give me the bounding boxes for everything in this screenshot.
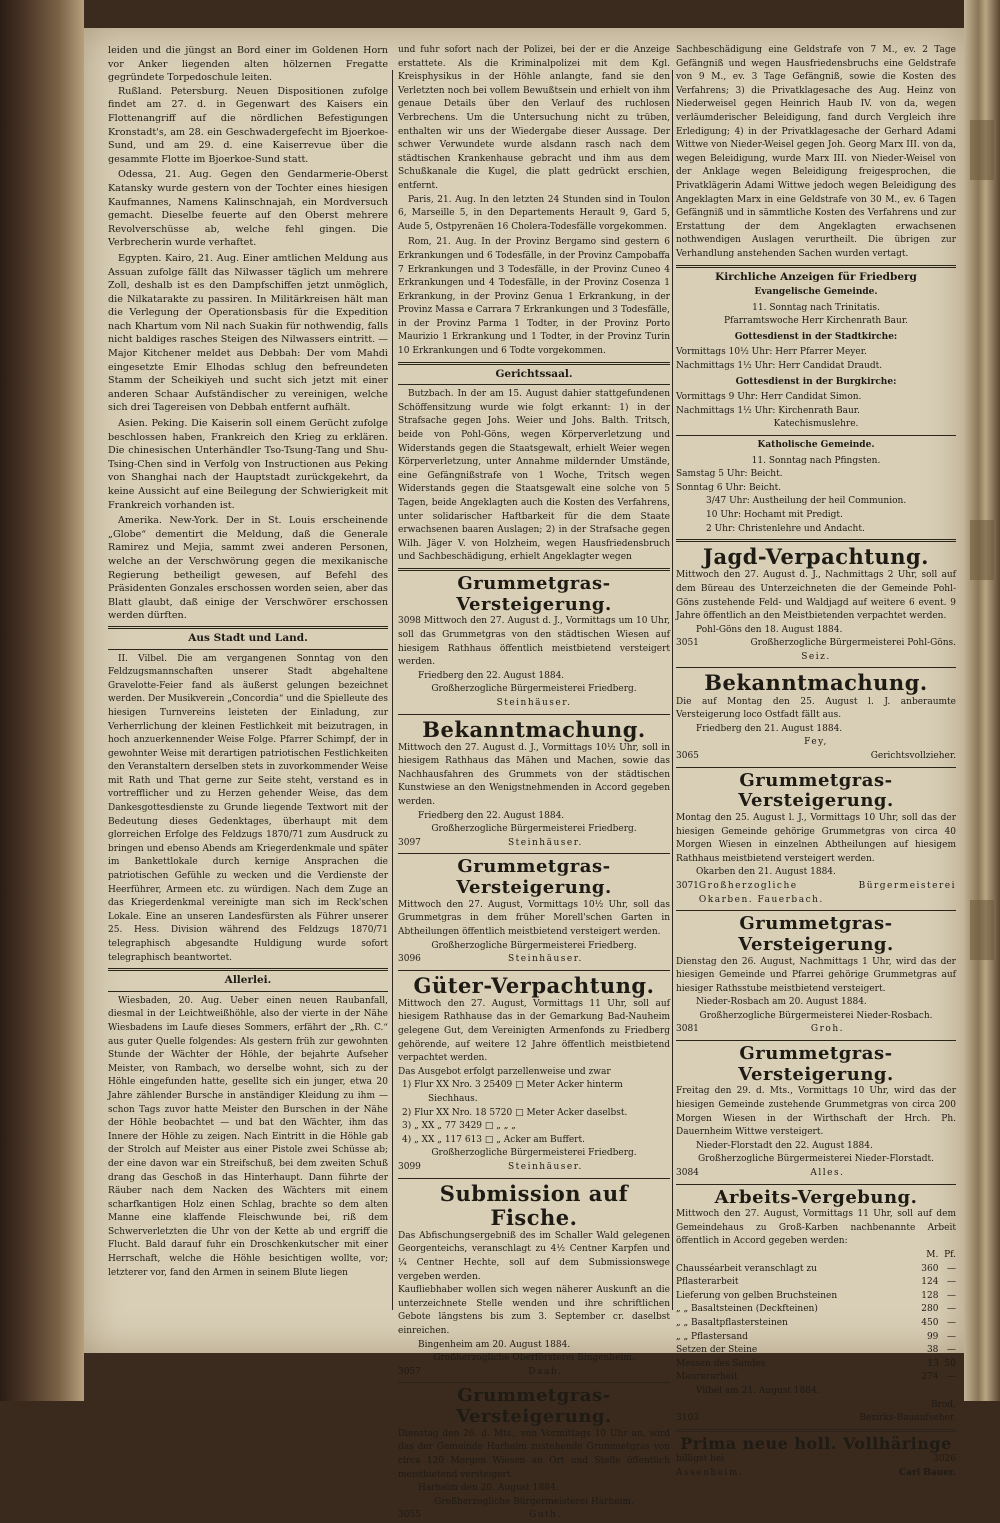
ad-jagd-verpachtung bbox=[676, 545, 956, 664]
paragraph: und fuhr sofort nach der Polizei, bei der er die Anzeige erstattete. Als die Kriminalpolizei mit dem Kgl. Kreisphysikus in der Höhle anlangte, fand sie den Verletzten noch bei vollem Bewußtsein und erhielt von ihm genaue Details über den Verlauf des ruchlosen Verbrechens. Um die Untersuchung nicht zu trüben, enthalten wir uns der Wiedergabe dieser Aussage. Der schwer Verwundete wurde alsdann rasch nach dem städtischen Krankenhause gebracht und ihm aus dem Schußkanale die Kugel, die platt gedrückt erschien, entfernt. bbox=[398, 45, 670, 191]
ad-grummetgras-3 bbox=[398, 1386, 670, 1523]
ad-gueter-verpachtung bbox=[398, 974, 670, 1175]
ad-number: 3055 bbox=[398, 1510, 421, 1521]
ad-text: Mittwoch den 27. August, Vormittags 11 Uhr, soll auf dem Gemeindehaus zu Groß-Karben nachbenannte Arbeit öffentlich in Accord gegeben werden: bbox=[676, 1209, 956, 1247]
work-list-header bbox=[676, 1249, 956, 1263]
ad-signature: Brod, bbox=[931, 1399, 956, 1410]
ad-arbeits-vergebung bbox=[676, 1188, 956, 1426]
ad-office: Großherzogliche Bürgermeisterei Friedberg. bbox=[431, 684, 637, 695]
ad-rule bbox=[676, 1184, 956, 1185]
section-rule bbox=[398, 384, 670, 385]
section-heading: Allerlei. bbox=[224, 974, 272, 987]
work-item-amount: 99 — bbox=[921, 1331, 956, 1342]
paragraph: Butzbach. In der am 15. August dahier stattgefundenen Schöffensitzung wurde wie folgt erkannt: 1) in der Strafsache gegen Johs. Weier und Johs. Balth. Tritsch, beide von Pohl-Göns, wegen Körperverletzung und Widerstands gegen die Staatsgewalt, erhielt Weier wegen Körperverletzung, unter Annahme mildernder Umstände, eine Gefängnißstrafe von 1 Woche, Tritsch wegen Widerstands gegen die Staatsgewalt eine solche von 5 Tagen, beide Angeklagten auch die Kosten des Verfahrens, unter solidarischer Haftbarkeit für die dem Staate erwachsenen baaren Auslagen; 2) in der Strafsache gegen Wilh. Jäger V. von Holzheim, wegen Hausfriedensbruch und Sachbeschädigung, erhielt Angeklagter wegen bbox=[398, 389, 670, 563]
ad-text: billigst bei bbox=[676, 1454, 725, 1465]
ad-number: 3026 bbox=[933, 1454, 956, 1465]
ad-text: Das Abfischungsergebniß des im Schaller Wald gelegenen Georgenteichs, veranschlagt zu 4½ Centner Karpfen und ¼ Centner Hechte, soll auf dem Submissionswege vergeben werden. bbox=[398, 1230, 670, 1282]
paragraph: Asien. Peking. Die Kaiserin soll einem Gerücht zufolge beschlossen haben, Frankreich den Krieg zu erklären. Die chinesischen Unterhändler Tso-Tsung-Tang und Shu-Tsing-Chen sind in Verfolg von Instructionen aus Peking von Shanghai nach der Hauptstadt zurückgekehrt, da keine Aussicht auf eine Beilegung der Schwierigkeit mit Frankreich vorhanden ist. bbox=[108, 418, 388, 511]
ad-text: Die auf Montag den 25. August l. J. anberaumte Versteigerung loco Ostfadt fällt aus. bbox=[676, 696, 956, 721]
ad-text: Dienstag den 26. August, Nachmittags 1 Uhr, wird das der hiesigen Gemeinde und Pfarrei gehörige Grummetgras auf hiesiger Rathsstube meistbietend versteigert. bbox=[676, 956, 956, 994]
ad-date: Okarben den 21. August 1884. bbox=[696, 867, 836, 878]
column-right bbox=[676, 44, 956, 1480]
ad-date: Pohl-Göns den 18. August 1884. bbox=[696, 624, 843, 635]
work-list bbox=[676, 1249, 956, 1385]
paragraph: Egypten. Kairo, 21. Aug. Einer amtlichen Meldung aus Assuan zufolge fällt das Nilwasser täglich um mehrere Zoll, deshalb ist es den Dampfschiffen jetzt unmöglich, die Nilkatarakte zu passiren. In Militärkreisen hält man die Verlegung der Operationsbasis für die Expedition nach Khartum vom Nil nach Suakin für nothwendig, falls nicht baldiges rasches Steigen des Nilwassers eintritt. — Major Kitchener meldet aus Debbah: Der vom Mahdi eingesetzte Emir Elhodas schlug den befreundeten Stamm der Scheikiyeh und sucht sich jetzt mit einer anderen Schaar Aufständischer zu vereinigen, welche sich drei Tagereisen von Debbah entfernt aufhält. bbox=[108, 252, 388, 414]
ad-office: Großherzogliche Bürgermeisterei Nieder-Florstadt. bbox=[697, 1154, 934, 1165]
ad-item: 2) Flur XX Nro. 18 5720 □ Meter Acker daselbst. bbox=[402, 1107, 628, 1118]
ad-rule bbox=[676, 667, 956, 668]
section-rule bbox=[108, 991, 388, 992]
ad-title: Bekanntmachung. bbox=[422, 716, 646, 742]
ad-bekanntmachung-1 bbox=[398, 718, 670, 851]
ad-rule bbox=[398, 1178, 670, 1179]
work-item-amount: 128 — bbox=[918, 1290, 956, 1301]
work-list-item bbox=[676, 1344, 956, 1358]
ad-text: 3098 Mittwoch den 27. August d. J., Vormittags um 10 Uhr, soll das Grummetgras von den städtischen Wiesen auf hiesigem Rathhaus öffentlich meistbietend versteigert werden. bbox=[398, 616, 670, 668]
section-rule bbox=[108, 649, 388, 650]
church-line: Vormittags 9 Uhr: Herr Candidat Simon. bbox=[676, 392, 862, 403]
paragraph: Wiesbaden, 20. Aug. Ueber einen neuen Raubanfall, diesmal in der Leichtweißhöhle, also der vierte in der Nähe Wiesbadens im Laufe dieses Sommers, erfährt der „Rh. C.“ aus guter Quelle folgendes: Als gestern früh zur gewohnten Stunde der Wächter der Höhle, der bejahrte Aufseher Meister, von Rambach, wo derselbe wohnt, sich zu der Höhle eingefunden hatte, gesellte sich ein junger, etwa 20 Jahre zählender Bursche in anständiger Kleidung zu ihm — schon Tags zuvor hatte Meister den Burschen in der Nähe der Höhle beobachtet — und bat den Wächter, ihm das Innere der Höhle zu zeigen. Nach Eintritt in die Höhle gab der Strolch auf Meister aus einer Pistole zwei Schüsse ab; der eine davon war ein Streifschuß, bei dem zweiten Schuß drang das Geschoß in das Hinterhaupt. Dann führte der Räuber nach dem Nacken des Wächters mit einem scharfkantigen Holz einen Schlag, brachte so dem alten Manne eine klaffende Fleischwunde bei, riß dem Schwerverletzten die Uhr von der Kette ab und ergriff die Flucht. Bald darauf fuhr ein Droschkenkutscher mit einer Herrschaft, welche die Höhle besichtigen wollte, vor; letzterer vor, fand den Armen in seinem Blute liegen bbox=[108, 995, 388, 1278]
section-subheading: Gottesdienst in der Stadtkirche: bbox=[734, 331, 898, 342]
paragraph: Rom, 21. Aug. In der Provinz Bergamo sind gestern 6 Erkrankungen und 6 Todesfälle, in der Provinz Campobaffa 7 Erkrankungen und 3 Todesfälle, in der Provinz Cuneo 4 Erkrankungen und 4 Todesfälle, in der Provinz Cosenza 1 Erkrankung, in der Provinz Genua 1 Erkrankung, in der Provinz Massa e Carrara 7 Erkrankungen und 3 Todesfälle, in der Provinz Parma 1 Todter, in der Provinz Porto Maurizio 1 Erkrankung und 1 Todter, in der Provinz Turin 10 Erkrankungen und 6 Todte vorgekommen. bbox=[398, 237, 670, 357]
ad-item: Siechhaus. bbox=[428, 1094, 478, 1105]
ad-text: Mittwoch den 27. August d. J., Vormittags 10½ Uhr, soll in hiesigem Rathhaus das Mähen und Machen, sowie das Nachhausfahren des Grummets von der städtischen Kunstwiese an den Wenigstnehmenden in Accord gegeben werden. bbox=[398, 742, 670, 808]
section-rule bbox=[398, 362, 670, 365]
work-item-label: Pflasterarbeit bbox=[676, 1277, 739, 1288]
work-item-amount: 13 50 bbox=[921, 1358, 956, 1369]
ad-date: Vilbel am 21. August 1884. bbox=[696, 1386, 820, 1396]
church-line: Pfarramtswoche Herr Kirchenrath Baur. bbox=[723, 316, 909, 327]
column-divider bbox=[672, 70, 673, 1310]
church-line: Sonntag 6 Uhr: Beicht. bbox=[676, 482, 782, 493]
ad-text: Assenheim. bbox=[676, 1467, 744, 1478]
ad-rule bbox=[676, 1040, 956, 1041]
section-subheading: Evangelische Gemeinde. bbox=[754, 287, 878, 298]
book-edge-right bbox=[964, 0, 1000, 1401]
ad-number: 3084 bbox=[676, 1168, 699, 1178]
ad-title: Submission auf Fische. bbox=[439, 1180, 629, 1230]
ad-item: 4) „ XX „ 117 613 □ „ Acker am Buffert. bbox=[402, 1134, 585, 1145]
ad-date: Friedberg den 22. August 1884. bbox=[418, 670, 565, 681]
ad-text: Mittwoch den 27. August d. J., Nachmittags 2 Uhr, soll auf dem Büreau des Unterzeichneten die der Gemeinde Pohl-Göns zustehende Feld- und Waldjagd auf weitere 6 event. 9 Jahre öffentlich an den Meistbietenden verpachtet werden. bbox=[676, 570, 956, 622]
church-line: Samstag 5 Uhr: Beicht. bbox=[676, 469, 783, 480]
ad-rule bbox=[676, 910, 956, 911]
ad-office: Großherzogliche Bürgermeisterei Friedberg. bbox=[431, 1148, 637, 1159]
ad-office: Großherzogliche Bürgermeisterei Friedberg. bbox=[431, 824, 637, 835]
ad-number: 3081 bbox=[676, 1024, 699, 1035]
book-binding-left bbox=[0, 0, 84, 1401]
section-heading: Gerichtssaal. bbox=[495, 367, 573, 380]
ad-grummetgras-5 bbox=[676, 914, 956, 1037]
ad-date: Nieder-Rosbach am 20. August 1884. bbox=[696, 997, 867, 1008]
section-subheading: Gottesdienst in der Burgkirche: bbox=[735, 376, 897, 387]
work-item-amount: 280 — bbox=[918, 1304, 956, 1315]
work-item-label: Chausséarbeit veranschlagt zu bbox=[676, 1263, 817, 1274]
paragraph: II. Vilbel. Die am vergangenen Sonntag von den Feldzugsmannschaften unserer Stadt abgehaltene Gravelotte-Feier fand als äußerst gelungen bezeichnet werden. Der Musikverein „Concordia“ und die Spielleute des hiesigen Turnvereins leisteten der Einladung, zur Verherrlichung der kleinen Festlichkeit mit beizutragen, in hoch anzuerkennender Weise Folge. Pfarrer Schimpf, der in gewohnter Weise mit derartigen patriotischen Festlichkeiten den Veranstaltern derselben stets in zuvorkommender Weise mit Rath und That gerne zur Seite steht, verstand es in vortrefflicher und zu Herzen gehender Weise, das dem Dankesgottesdienste zu Grunde liegende Textwort mit der Bedeutung dieses Gedenktages, überhaupt mit dem glorreichen Erfolge des Feldzugs 1870/71 zum Ausdruck zu bringen und ebenso Abends am Kriegerdenkmale und später im Bankettlokale durch kernige Ansprachen die patriotischen Gefühle zu wecken und die Verdienste der Heerführer, Armeen etc. zu würdigen. Nach dem Zuge an das Kriegerdenkmal vereinigte man sich im Reck'schen Lokale. Eine an unseren Landesfürsten als Führer unserer 25. Hess. Division während des Feldzugs 1870/71 telegraphisch abgesandte Huldigung wurde sofort telegraphisch beantwortet. bbox=[108, 653, 388, 963]
work-item-amount: 450 — bbox=[918, 1318, 956, 1329]
ad-title: Grummetgras-Versteigerung. bbox=[456, 856, 612, 899]
paragraph: Paris, 21. Aug. In den letzten 24 Stunden sind in Toulon 6, Marseille 5, in den Departements Herault 9, Gard 5, Aude 5, Ostpyrenäen 16 Cholera-Todesfälle vorgekommen. bbox=[398, 194, 670, 232]
work-list-item bbox=[676, 1331, 956, 1345]
ad-grummetgras-4 bbox=[676, 771, 956, 908]
work-item-amount: 38 — bbox=[921, 1345, 956, 1356]
ad-title: Jagd-Verpachtung. bbox=[703, 544, 929, 570]
ad-signature: Steinhäuser. bbox=[508, 1162, 583, 1172]
church-line: Katechismuslehre. bbox=[773, 419, 859, 430]
ad-text: Mittwoch den 27. August, Vormittags 10½ Uhr, soll das Grummetgras in dem früher Morell'schen Garten in Abtheilungen öffentlich meistbietend versteigert werden. bbox=[398, 899, 670, 937]
ad-grummetgras-1 bbox=[398, 574, 670, 711]
column-left bbox=[108, 44, 388, 1282]
ad-signature: Fey, bbox=[804, 737, 828, 748]
ad-signature: Alles. bbox=[810, 1168, 845, 1178]
work-list-item bbox=[676, 1371, 956, 1385]
work-item-label: „ „ Pflastersand bbox=[676, 1331, 748, 1342]
ad-item: 3) „ XX „ 77 3429 □ „ „ „ bbox=[402, 1121, 516, 1132]
ad-number: 3099 bbox=[398, 1162, 421, 1172]
ad-date: Bingenheim am 20. August 1884. bbox=[418, 1339, 571, 1350]
church-line: 3/47 Uhr: Austheilung der heil Communion. bbox=[706, 496, 907, 507]
ad-title: Grummetgras-Versteigerung. bbox=[456, 572, 612, 615]
work-list-item bbox=[676, 1263, 956, 1277]
ad-number: 3065 bbox=[676, 751, 699, 761]
ad-title: Bekanntmachung. bbox=[704, 670, 928, 696]
church-line: Vormittags 10½ Uhr: Herr Pfarrer Meyer. bbox=[676, 347, 867, 358]
work-item-label: „ „ Basaltsteinen (Deckfteinen) bbox=[676, 1304, 818, 1315]
section-rule bbox=[676, 265, 956, 268]
paragraph: leiden und die jüngst an Bord einer im Goldenen Horn vor Anker liegenden alten hölzernen Fregatte gegründete Torpedoschule leiten. bbox=[108, 45, 388, 84]
work-item-label: „ „ Basaltpflastersteinen bbox=[676, 1318, 788, 1329]
ad-title: Güter-Verpachtung. bbox=[413, 972, 655, 998]
ad-number: 3051 bbox=[676, 638, 699, 649]
ad-number: 3057 bbox=[398, 1366, 421, 1377]
ad-submission-fische bbox=[398, 1182, 670, 1380]
ad-rule bbox=[676, 539, 956, 542]
ad-text: Montag den 25. August l. J., Vormittags 10 Uhr, soll das der hiesigen Gemeinde gehörige Grummetgras von circa 40 Morgen Wiesen in einzelnen Abtheilungen auf hiesigem Rathhaus meistbietend versteigert werden. bbox=[676, 812, 956, 864]
paragraph: Rußland. Petersburg. Neuen Dispositionen zufolge findet am 27. d. in Gegenwart des Kaisers ein Flottenangriff auf die nördlichen Befestigungen Kronstadt's, am 28. ein Geschwadergefecht im Bjoerkoe-Sund, und am 29. d. eine Kaiserrevue über die gesammte Flotte im Bjoerkoe-Sund statt. bbox=[108, 85, 388, 165]
section-subheading: Katholische Gemeinde. bbox=[757, 440, 875, 451]
work-list-item bbox=[676, 1303, 956, 1317]
work-item-amount: 124 — bbox=[918, 1277, 956, 1288]
work-list-item bbox=[676, 1276, 956, 1290]
section-heading: Aus Stadt und Land. bbox=[188, 631, 308, 644]
ad-signature: Guth. bbox=[529, 1510, 562, 1521]
ad-office: Großherzogliche Oberförsterei Bingenheim. bbox=[433, 1353, 635, 1364]
ad-grummetgras-6 bbox=[676, 1044, 956, 1181]
ad-text: Freitag den 29. d. Mts., Vormittags 10 Uhr, wird das der hiesigen Gemeinde zustehende Grummetgras von circa 200 Morgen Wiesen in der Wirthschaft der Hrch. Ph. Dauernheim Wittwe versteigert. bbox=[676, 1086, 956, 1138]
ad-number: 3071 bbox=[676, 880, 699, 891]
ad-office: Großherzogliche Bürgermeisterei Friedberg. bbox=[431, 940, 637, 951]
ad-number: 3097 bbox=[398, 837, 421, 848]
ad-rule bbox=[676, 1429, 956, 1432]
work-item-label: Maurerarbeit bbox=[676, 1372, 738, 1383]
work-item-label: Lieferung von gelben Bruchsteinen bbox=[676, 1290, 838, 1301]
ad-text: Kaufliebhaber wollen sich wegen näherer Auskunft an die unterzeichnete Stelle wenden und ihre schriftlichen Gebote längstens bis zum 3. September cr. daselbst einreichen. bbox=[398, 1285, 670, 1337]
ad-office: Großherzogliche Bürgermeisterei Harheim. bbox=[434, 1496, 634, 1507]
ad-signature: Steinhäuser. bbox=[508, 837, 583, 848]
ad-bekanntmachung-2 bbox=[676, 671, 956, 763]
work-item-label: Setzen der Steine bbox=[676, 1345, 758, 1356]
work-item-label: Messen des Sandes bbox=[676, 1358, 766, 1369]
ad-rule bbox=[398, 853, 670, 854]
church-line: 10 Uhr: Hochamt mit Predigt. bbox=[706, 510, 843, 520]
ad-title: Grummetgras-Versteigerung. bbox=[738, 769, 894, 812]
section-rule bbox=[108, 968, 388, 971]
ad-signature: Carl Bauer. bbox=[898, 1467, 956, 1478]
ad-rule bbox=[398, 568, 670, 571]
ad-date: Friedberg den 21. August 1884. bbox=[696, 723, 843, 734]
ad-number: 3103 bbox=[676, 1413, 699, 1424]
work-item-amount: 360 — bbox=[918, 1263, 956, 1274]
ad-text: Das Ausgebot erfolgt parzellenweise und zwar bbox=[398, 1066, 611, 1077]
ad-date: Nieder-Florstadt den 22. August 1884. bbox=[696, 1140, 873, 1151]
work-list-item bbox=[676, 1317, 956, 1331]
ad-title: Prima neue holl. Vollhäringe bbox=[680, 1433, 952, 1453]
ad-date: Friedberg den 22. August 1884. bbox=[418, 810, 565, 821]
ad-signature: Steinhäuser. bbox=[496, 697, 572, 708]
ad-rule bbox=[398, 714, 670, 715]
ad-signature: Großherzogliche Bürgermeisterei Okarben. Fauerbach. bbox=[698, 880, 956, 905]
ad-number: 3096 bbox=[398, 954, 421, 965]
church-line: Nachmittags 1½ Uhr: Kirchenrath Baur. bbox=[676, 405, 860, 416]
work-list-item bbox=[676, 1290, 956, 1304]
paragraph: Odessa, 21. Aug. Gegen den Gendarmerie-Oberst Katansky wurde gestern von der Tochter eines hiesigen Kaufmannes, Namens Kalinschnajah, ein Mordversuch gemacht. Dieselbe feuerte auf den Oberst mehrere Revolverschüsse ab, welche fehl gingen. Die Verbrecherin wurde verhaftet. bbox=[108, 169, 388, 249]
ad-signature: Groh. bbox=[810, 1024, 844, 1035]
column-middle bbox=[398, 44, 670, 1523]
section-heading: Kirchliche Anzeigen für Friedberg bbox=[715, 270, 917, 283]
ad-signature: Daab. bbox=[528, 1366, 563, 1377]
ad-text: Mittwoch den 27. August, Vormittags 11 Uhr, soll auf hiesigem Rathhause das in der Gemarkung Bad-Nauheim gelegene Gut, dem Vereinigten Armenfonds zu Friedberg gehörende, auf weitere 12 Jahre öffentlich meistbietend verpachtet werden. bbox=[398, 998, 670, 1064]
ad-signature: Steinhäuser. bbox=[508, 954, 583, 965]
work-list-item bbox=[676, 1358, 956, 1372]
ad-vollhaeringe bbox=[676, 1435, 956, 1481]
ad-title: Grummetgras-Versteigerung. bbox=[456, 1385, 612, 1428]
church-line: 11. Sonntag nach Pfingsten. bbox=[751, 455, 881, 466]
paragraph: Amerika. New-York. Der in St. Louis erscheinende „Globe“ dementirt die Meldung, daß die Generale Ramirez und Mejia, sammt zwei anderen Personen, welche an der Verschwörung gegen die mexikanische Regierung betheiligt gewesen, auf Befehl des Präsidenten Gonzales erschossen worden seien, aber das Blatt glaubt, daß einige der Verschwörer erschossen werden dürften. bbox=[108, 515, 388, 622]
ad-office: Großherzogliche Bürgermeisterei Nieder-Rosbach. bbox=[699, 1010, 933, 1021]
paragraph: Sachbeschädigung eine Geldstrafe von 7 M., ev. 2 Tage Gefängniß und wegen Hausfriedensbruchs eine Geldstrafe von 9 M., ev. 3 Tage Gefängniß, sowie die Kosten des Verfahrens; 3) die Privatklagesache des Aug. Heinz von Niederweisel gegen Heinrich Haub IV. von da, wegen verläumderischer Beleidigung, fand durch Vergleich ihre Erledigung; 4) in der Privatklagesache der Gerhard Adami Wittwe von Nieder-Weisel gegen Joh. Georg Marx III. von da, wegen Beleidigung, wurde Marx III. von Nieder-Weisel von der Anklage wegen Beleidigung freigesprochen, die Privatklägerin Adami Wittwe jedoch wegen Beleidigung des Angeklagten Marx in eine Geldstrafe von 30 M., ev. 6 Tagen Gefängniß und in sämmtliche Kosten des Verfahrens und zur Erstattung der dem Angeklagten erwachsenen nothwendigen Auslagen verurtheilt. Die übrigen zur Verhandlung anstehenden Sachen wurden vertagt. bbox=[676, 45, 956, 259]
section-rule bbox=[676, 435, 956, 436]
ad-office: Bezirks-Bauaufseher. bbox=[859, 1413, 956, 1424]
church-line: 11. Sonntag nach Trinitatis. bbox=[752, 302, 880, 313]
ad-title: Grummetgras-Versteigerung. bbox=[738, 913, 894, 955]
ad-grummetgras-2 bbox=[398, 857, 670, 966]
ad-rule bbox=[398, 970, 670, 971]
section-rule bbox=[108, 626, 388, 629]
ad-item: 1) Flur XX Nro. 3 25409 □ Meter Acker hinterm bbox=[402, 1080, 623, 1091]
church-line: Nachmittags 1½ Uhr: Herr Candidat Draudt. bbox=[676, 361, 883, 372]
work-item-amount: M. Pf. bbox=[920, 1250, 956, 1261]
ad-text: Dienstag den 26. d. Mts., von Vormittags 10 Uhr an, wird das der Gemeinde Harheim zustehende Grummetgras von circa 120 Morgen Wiesen an Ort und Stelle öffentlich meistbietend versteigert. bbox=[398, 1428, 670, 1480]
ad-date: Harheim den 20. August 1884. bbox=[418, 1483, 559, 1494]
ad-title: Arbeits-Vergebung. bbox=[714, 1186, 918, 1208]
ad-office: Gerichtsvollzieher. bbox=[870, 751, 956, 761]
ad-rule bbox=[398, 1382, 670, 1383]
ad-rule bbox=[676, 767, 956, 768]
ad-office: Großherzogliche Bürgermeisterei Pohl-Göns. bbox=[750, 638, 956, 649]
church-line: 2 Uhr: Christenlehre und Andacht. bbox=[706, 523, 865, 534]
ad-title: Grummetgras-Versteigerung. bbox=[738, 1043, 894, 1085]
ad-signature: Seiz. bbox=[801, 651, 831, 662]
column-divider bbox=[392, 70, 393, 1310]
work-item-amount: 274 — bbox=[918, 1372, 956, 1383]
